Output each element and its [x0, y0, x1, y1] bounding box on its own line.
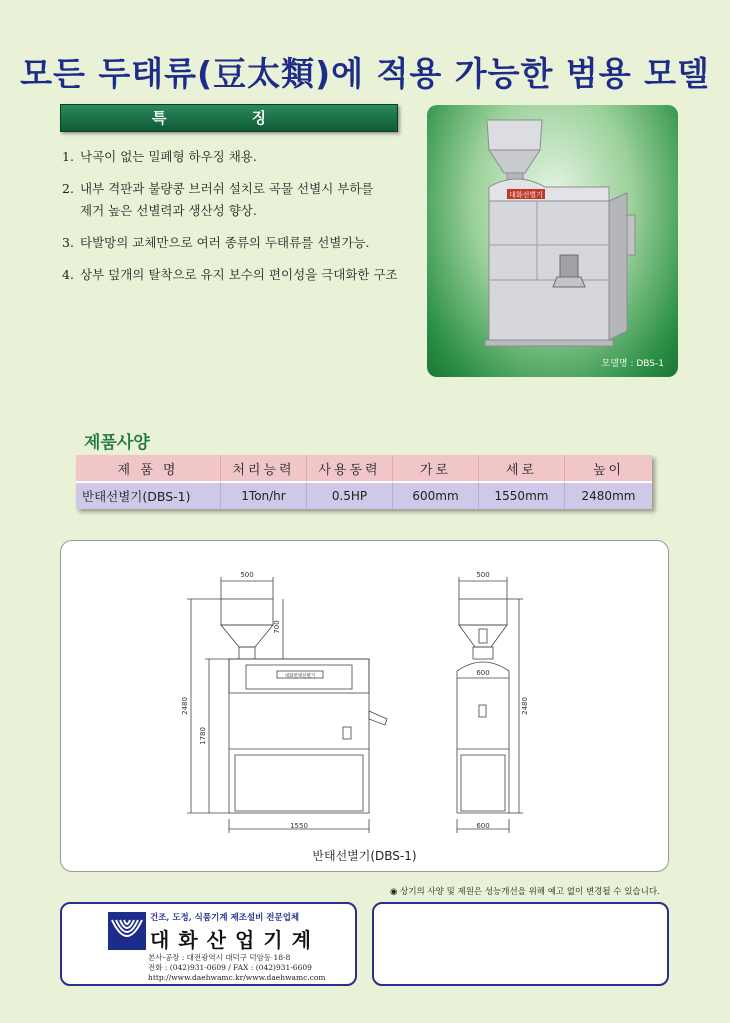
feature-number: 1.: [62, 149, 74, 164]
drawing-caption: 반태선별기(DBS-1): [312, 849, 417, 863]
spec-cell: 1550mm: [479, 481, 565, 509]
feature-number: 3.: [62, 235, 74, 250]
spec-cell: 1Ton/hr: [221, 481, 307, 509]
spec-cell: 반태선별기(DBS-1): [76, 481, 221, 509]
feature-text: 내부 격판과 불량콩 브러쉬 설치로 곡물 선별시 부하를: [80, 181, 374, 196]
dim-front-top: 500: [240, 571, 254, 579]
spec-data-row: [76, 481, 652, 509]
company-phone: 전화 : (042)931-0609 / FAX : (042)931-6609: [148, 963, 312, 972]
dim-side-width: 600: [476, 822, 490, 830]
dim-side-top: 500: [476, 571, 490, 579]
spec-header-cell: 제 품 명: [76, 455, 221, 481]
drawing-plate-label: 대화반태선별기: [284, 674, 316, 679]
feature-item: [62, 178, 422, 222]
spec-header-cell: 세로: [479, 455, 565, 481]
features-header: 특 징: [60, 104, 398, 132]
dim-front-hopper: 700: [273, 620, 281, 634]
spec-header-cell: 높이: [565, 455, 652, 481]
feature-text: 낙곡이 없는 밀폐형 하우징 채용.: [80, 149, 257, 164]
feature-number: 4.: [62, 267, 74, 282]
photo-caption: 모델명 : DBS-1: [601, 359, 664, 369]
technical-drawing: [60, 540, 669, 872]
company-tagline: 건조, 도정, 식품기계 제조설비 전문업체: [150, 913, 300, 923]
company-box: [60, 902, 357, 986]
spec-header-cell: 처리능력: [221, 455, 307, 481]
dim-side-mid: 600: [476, 669, 490, 677]
spec-cell: 600mm: [393, 481, 479, 509]
machine-label: 대화선별기: [509, 191, 543, 199]
blank-box: [372, 902, 669, 986]
feature-text: 상부 덮개의 탈착으로 유지 보수의 편이성을 극대화한 구조: [80, 267, 398, 282]
feature-item: [62, 146, 422, 168]
company-name: 대화산업기계: [150, 928, 320, 952]
notice-text: ◉ 상기의 사양 및 제원은 성능개선을 위해 예고 없이 변경될 수 있습니다.: [390, 887, 660, 897]
dim-front-height: 2480: [181, 697, 189, 715]
feature-number: 2.: [62, 181, 74, 196]
dim-front-width: 1550: [290, 822, 308, 830]
page-title: 모든 두태류(豆太類)에 적용 가능한 범용 모델: [20, 54, 710, 93]
drawing-svg: [61, 541, 670, 841]
spec-cell: 2480mm: [565, 481, 652, 509]
company-address: 본사·공장 : 대전광역시 대덕구 덕암동 18-8: [148, 953, 291, 962]
company-info: [148, 953, 326, 983]
spec-title: 제품사양: [84, 433, 150, 453]
feature-item: [62, 232, 422, 254]
machine-illustration: [427, 105, 678, 377]
company-website[interactable]: http://www.daehwamc.kr/www.daehwamc.com: [148, 973, 326, 982]
dim-side-height: 2480: [521, 697, 529, 715]
dim-front-body: 1780: [199, 727, 207, 745]
feature-text: 타발망의 교체만으로 여러 종류의 두태류를 선별가능.: [80, 235, 370, 250]
feature-text-cont: 제거 높은 선별력과 생산성 향상.: [80, 203, 257, 218]
spec-cell: 0.5HP: [307, 481, 393, 509]
spec-header-cell: 가로: [393, 455, 479, 481]
product-photo: [427, 105, 678, 377]
feature-item: [62, 264, 422, 286]
spec-header-row: [76, 455, 652, 481]
spec-header-cell: 사용동력: [307, 455, 393, 481]
spec-table: [76, 455, 652, 509]
company-logo-icon: [108, 912, 146, 950]
features-list: [62, 146, 422, 296]
